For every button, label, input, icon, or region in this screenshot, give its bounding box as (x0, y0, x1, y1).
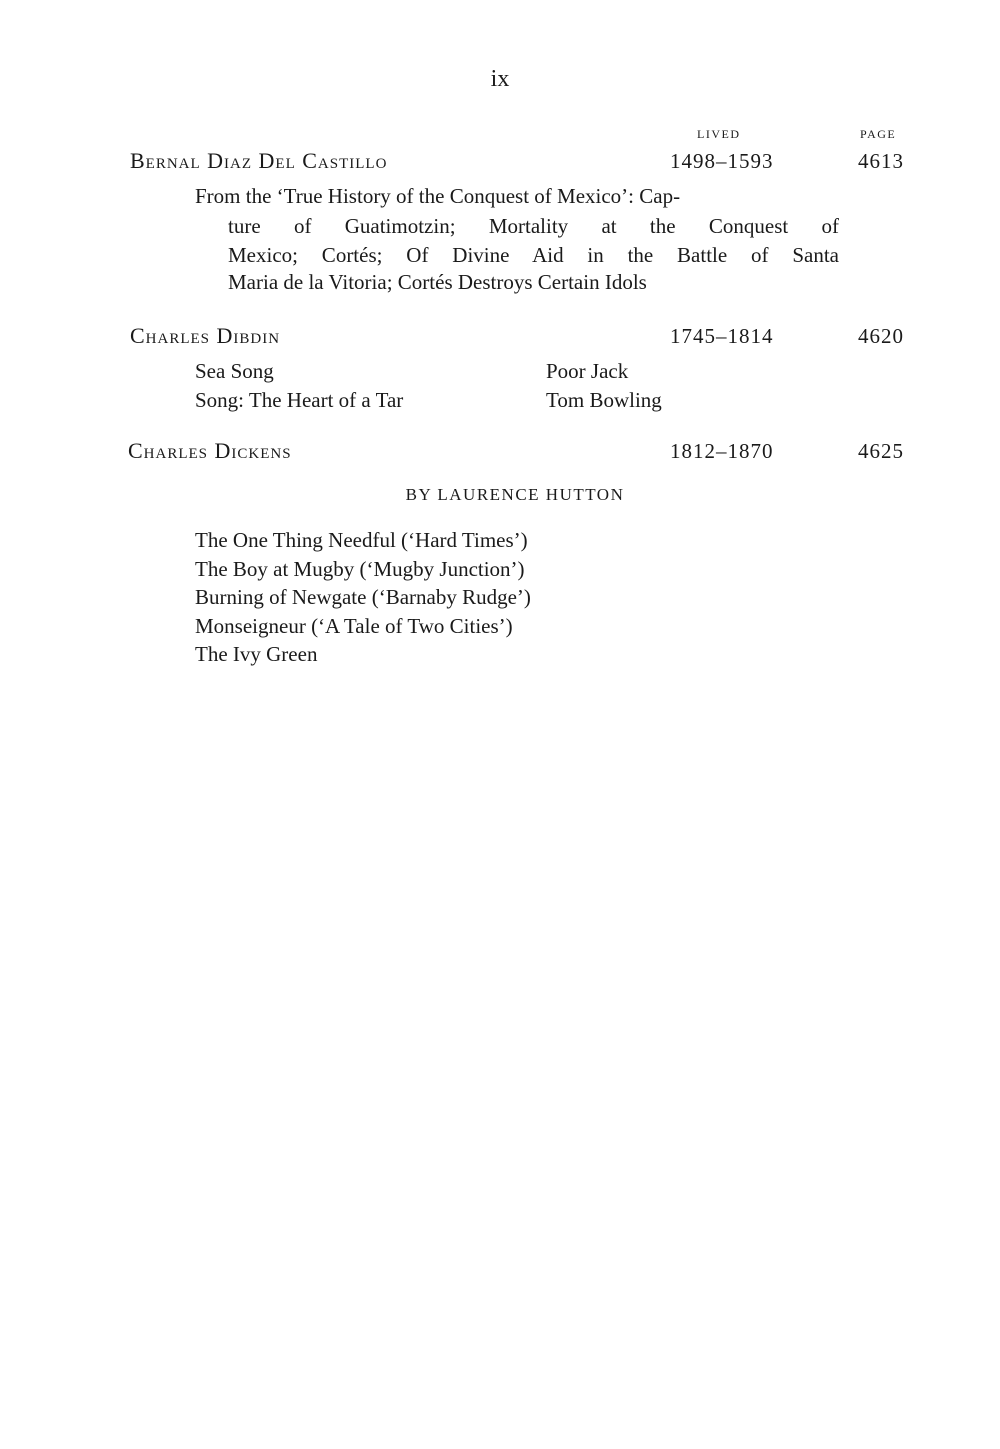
lived-years: 1812–1870 (670, 439, 774, 463)
page-ref: 4625 (858, 439, 904, 463)
work-title: The Boy at Mugby (‘Mugby Junction’) (195, 557, 525, 581)
work-title: Sea Song (195, 359, 274, 383)
author-name: Bernal Diaz Del Castillo (130, 148, 388, 173)
work-description-line: Mexico; Cortés; Of Divine Aid in the Battle of Santa (228, 243, 839, 267)
lived-years: 1745–1814 (670, 324, 774, 348)
work-title: Poor Jack (546, 359, 629, 383)
lived-years: 1498–1593 (670, 149, 774, 173)
column-heading-lived: LIVED (697, 127, 741, 141)
page-ref: 4613 (858, 149, 904, 173)
work-title: Song: The Heart of a Tar (195, 388, 404, 412)
work-title: Monseigneur (‘A Tale of Two Cities’) (195, 614, 513, 638)
author-name: Charles Dibdin (130, 323, 281, 348)
author-name: Charles Dickens (128, 438, 292, 463)
byline: BY LAURENCE HUTTON (405, 485, 625, 504)
work-description-line: From the ‘True History of the Conquest of Mexico’: Cap- (195, 184, 681, 208)
work-title: The Ivy Green (195, 642, 318, 666)
work-description-line: Maria de la Vitoria; Cortés Destroys Certain Idols (228, 270, 647, 294)
work-title: The One Thing Needful (‘Hard Times’) (195, 528, 528, 552)
work-title: Burning of Newgate (‘Barnaby Rudge’) (195, 585, 531, 609)
column-heading-page: PAGE (860, 127, 897, 141)
page-number: ix (490, 66, 510, 92)
work-description-line: ture of Guatimotzin; Mortality at the Conquest of (228, 214, 839, 238)
work-title: Tom Bowling (546, 388, 662, 412)
page-ref: 4620 (858, 324, 904, 348)
